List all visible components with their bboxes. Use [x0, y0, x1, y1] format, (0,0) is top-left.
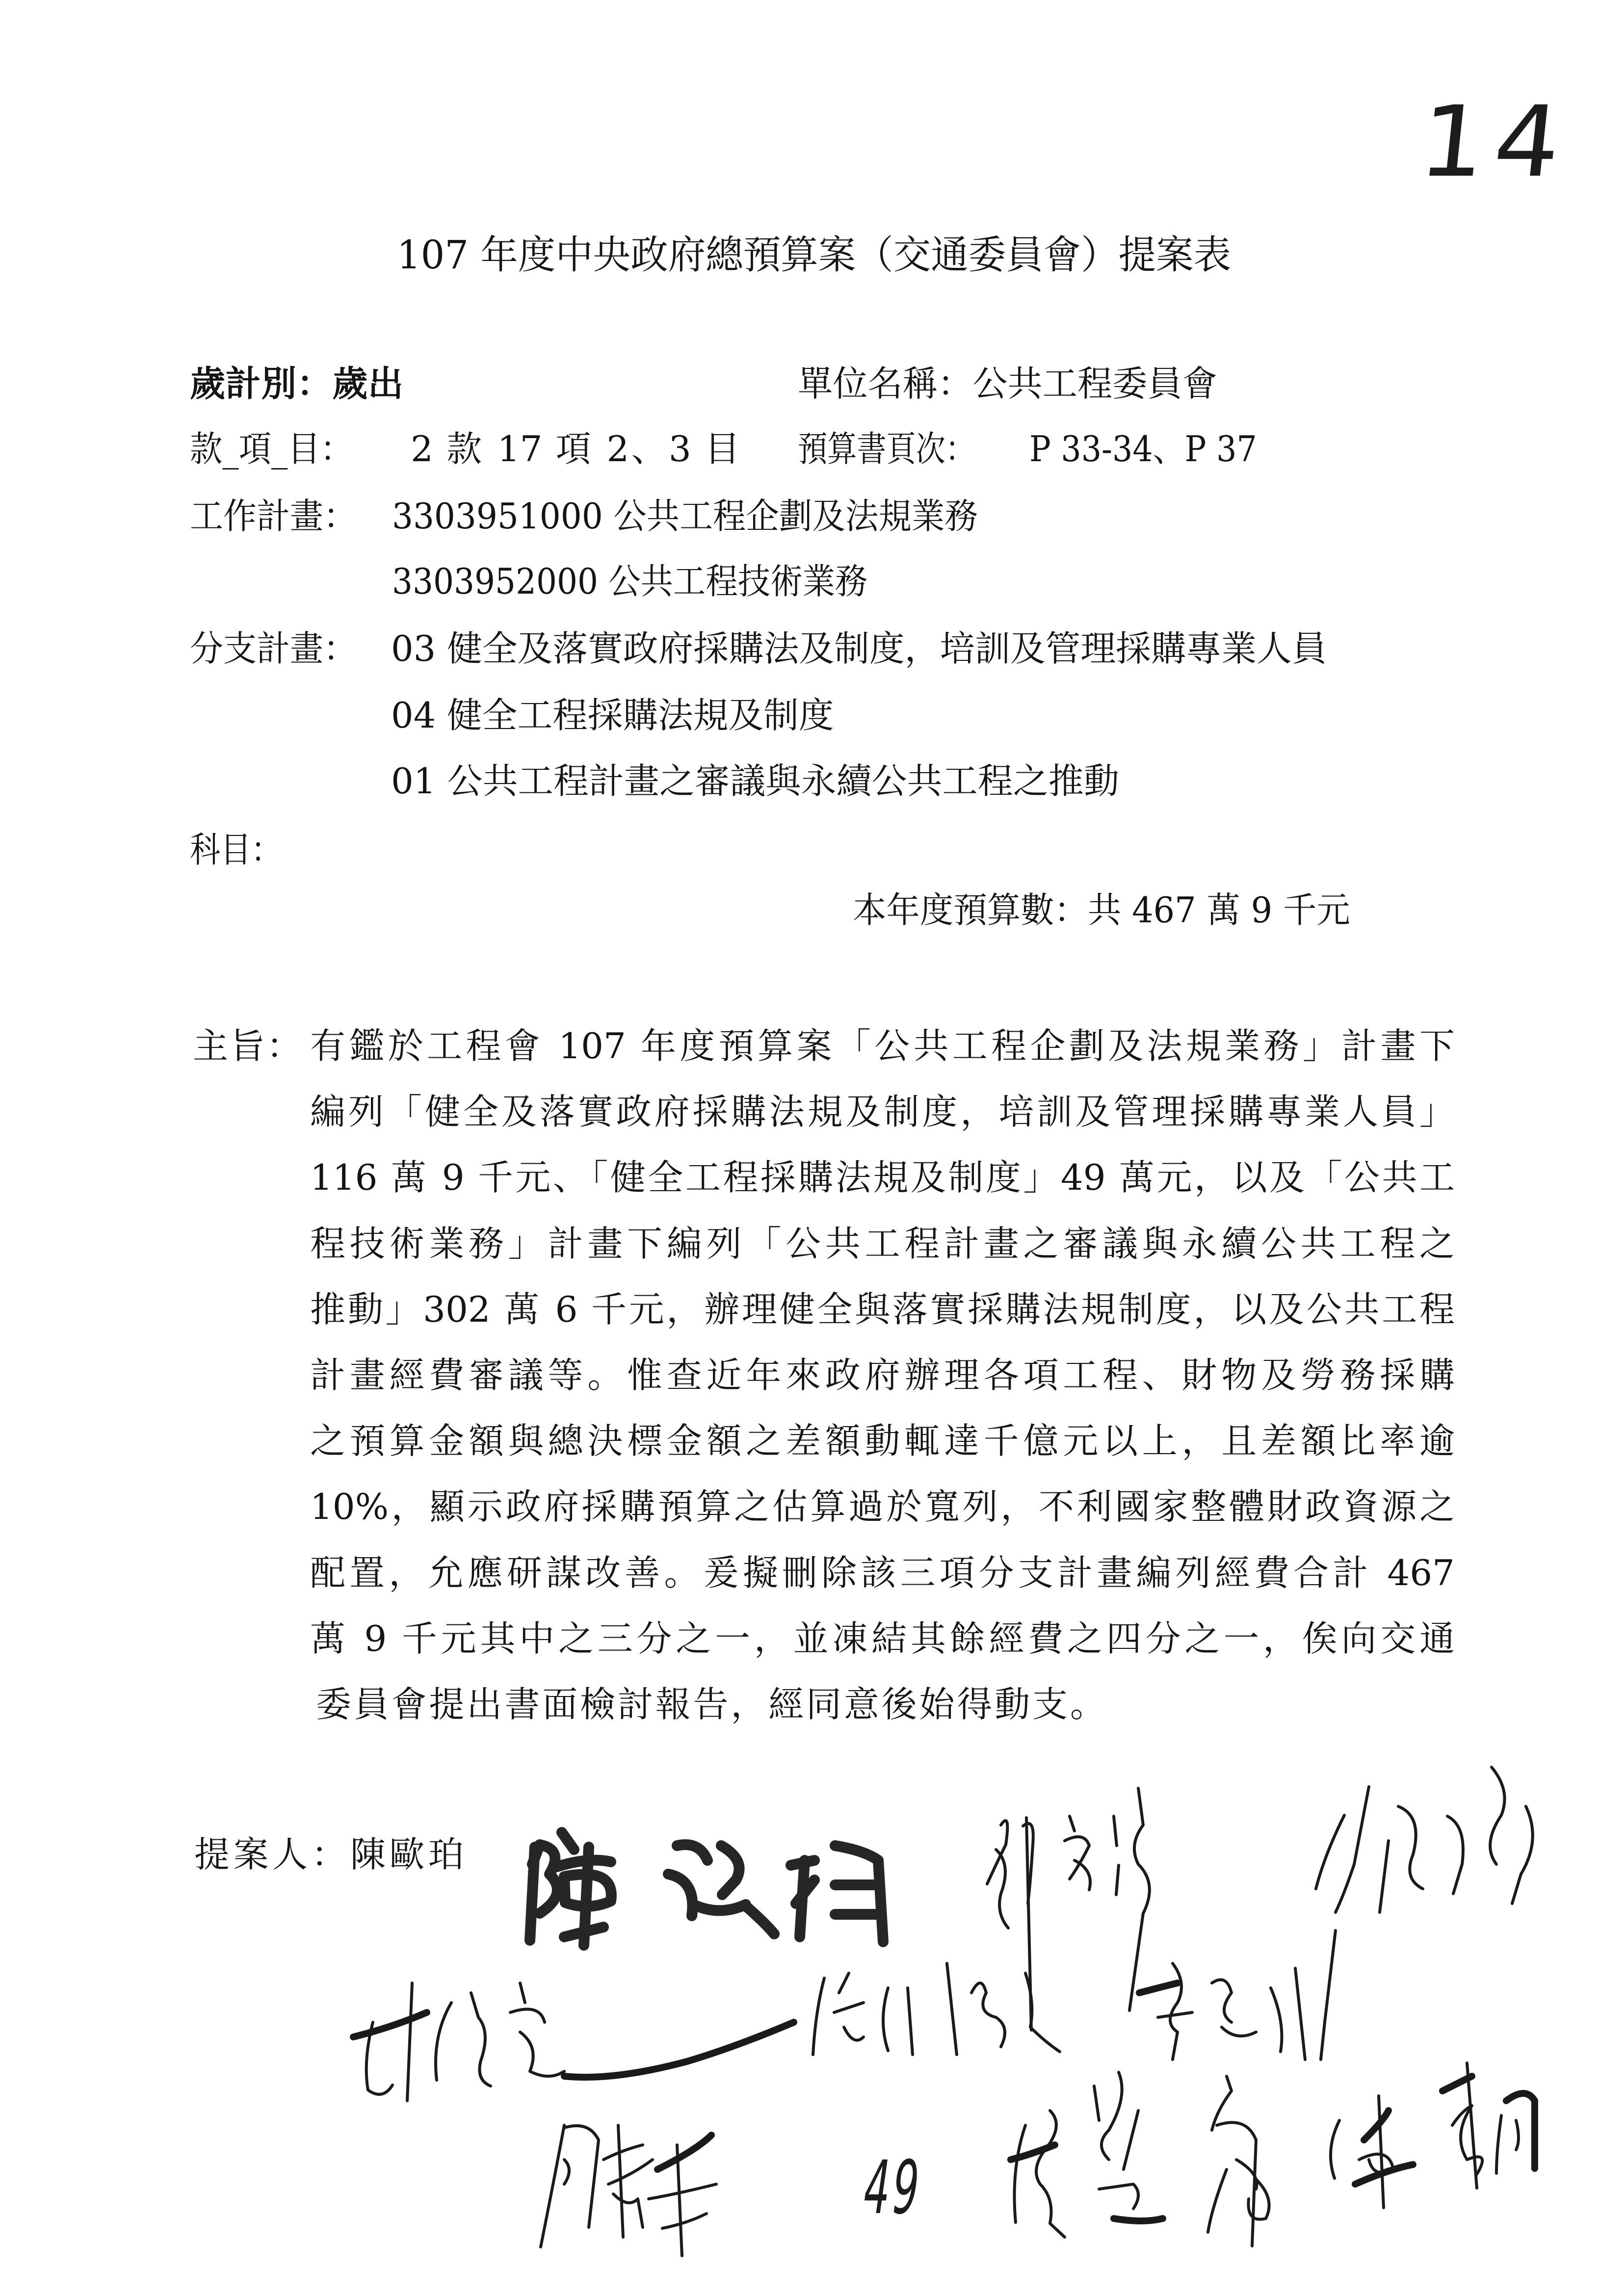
proposer: 提案人：陳歐珀 [194, 1834, 464, 1875]
signature-su-zhen-qing [1316, 1767, 1533, 1912]
branch-plan-label: 分支計畫： [190, 628, 357, 669]
signature-zhou-chun-mi [541, 2125, 716, 2256]
body-line: 之預算金額與總決標金額之差額動輒達千億元以上，且差額比率逾 [310, 1420, 1455, 1461]
signature-zhong-jia-bin [813, 1963, 1060, 2055]
signature-li-kun-ze [1139, 1931, 1336, 2060]
body-line: 萬 9 千元其中之三分之一，並凍結其餘經費之四分之一，俟向交通 [310, 1618, 1455, 1659]
work-plan-item: 3303951000 公共工程企劃及法規業務 [392, 496, 978, 537]
body-line: 委員會提出書面檢討報告，經同意後始得動支。 [316, 1684, 1105, 1725]
fiscal-type: 歲計別：歲出 [190, 363, 403, 404]
budget-pages-value: P 33-34、P 37 [1029, 428, 1257, 470]
signature-hong-ci-yong [1011, 2072, 1269, 2246]
purpose-label: 主旨： [193, 1025, 302, 1067]
handwritten-number: 49 [858, 2145, 927, 2231]
body-line: 編列「健全及落實政府採購法規及制度，培訓及管理採購專業人員」 [310, 1091, 1455, 1132]
subject-label: 科目： [190, 829, 282, 870]
body-line: 配置，允應研謀改善。爰擬刪除該三項分支計畫編列經費合計 467 [310, 1552, 1455, 1593]
work-plan-label: 工作計畫： [190, 496, 357, 537]
budget-total: 本年度預算數：共 467 萬 9 千元 [853, 889, 1350, 931]
work-plan-item: 3303952000 公共工程技術業務 [392, 561, 867, 602]
branch-plan-item: 04 健全工程採購法規及制度 [391, 695, 834, 736]
body-line: 計畫經費審議等。惟查近年來政府辦理各項工程、財物及勞務採購 [310, 1355, 1455, 1396]
signature-zheng-bao-qing [987, 1788, 1150, 2030]
body-line: 116 萬 9 千元、「健全工程採購法規及制度」49 萬元，以及「公共工 [310, 1157, 1455, 1198]
body-line: 推動」302 萬 6 千元，辦理健全與落實採購法規制度，以及公共工程 [310, 1289, 1455, 1330]
body-line: 10%，顯示政府採購預算之估算過於寬列，不利國家整體財政資源之 [310, 1486, 1455, 1527]
body-line: 程技術業務」計畫下編列「公共工程計畫之審議與永續公共工程之 [310, 1223, 1455, 1264]
signature-chen-su-yue [1331, 2063, 1535, 2208]
branch-plan-item: 03 健全及落實政府採購法及制度，培訓及管理採購專業人員 [391, 628, 1327, 669]
item-value: 2 款 17 項 2、3 目 [411, 428, 740, 470]
page-number: 14 [1414, 84, 1575, 199]
item-label: 款_項_目： [190, 428, 353, 470]
body-line: 有鑑於工程會 107 年度預算案「公共工程企劃及法規業務」計畫下 [310, 1025, 1455, 1067]
signature-lin-jun-xian [353, 1983, 794, 2101]
document-title: 107 年度中央政府總預算案（交通委員會）提案表 [397, 232, 1231, 278]
budget-pages-label: 預算書頁次： [798, 428, 975, 470]
unit-name: 單位名稱：公共工程委員會 [798, 363, 1218, 404]
signature-chen-ou-po [530, 1832, 883, 1945]
branch-plan-item: 01 公共工程計畫之審議與永續公共工程之推動 [391, 760, 1119, 802]
